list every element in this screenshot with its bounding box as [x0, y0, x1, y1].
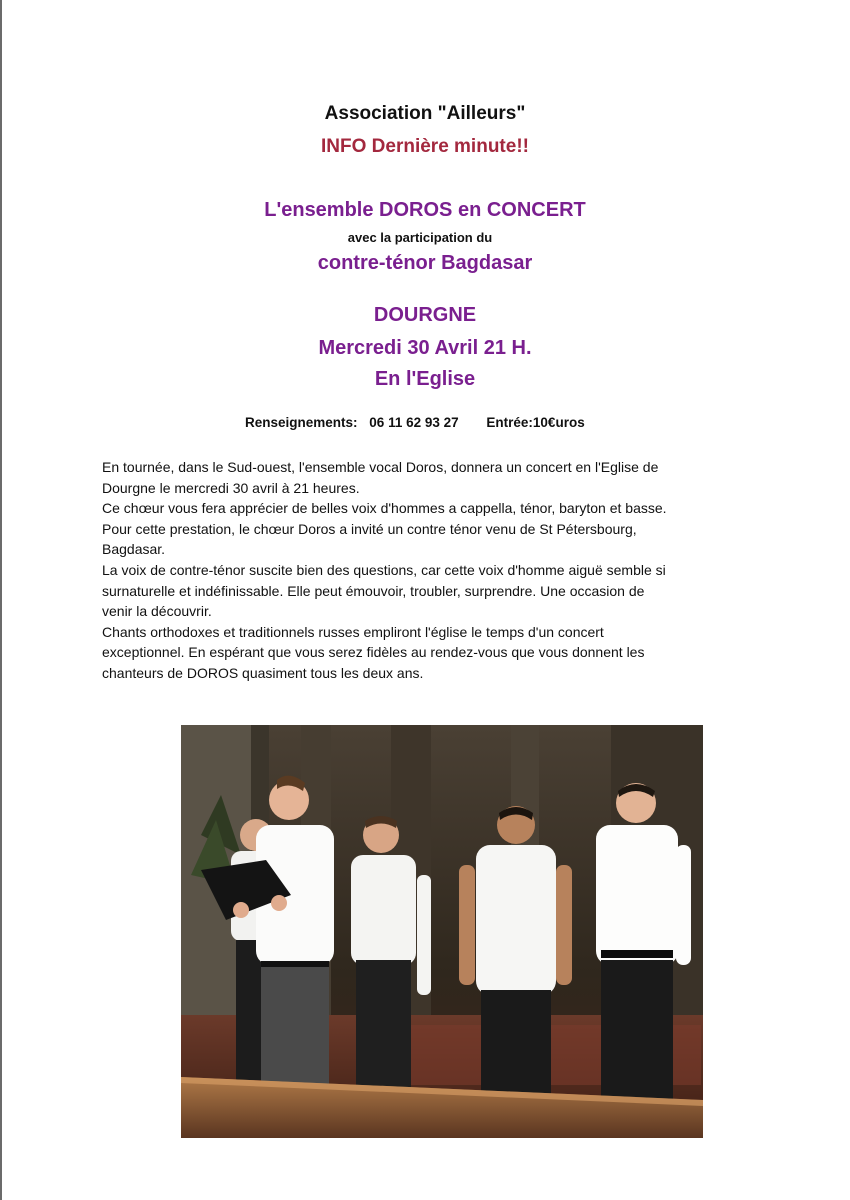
- info-line: [245, 415, 585, 430]
- renseignements-label: Renseignements:: [245, 415, 358, 430]
- page-left-border: [0, 0, 2, 1200]
- association-title: Association "Ailleurs": [324, 103, 526, 124]
- choir-photo: [181, 725, 703, 1138]
- event-place: En l'Eglise: [374, 368, 476, 390]
- body-line: Chants orthodoxes et traditionnels russes empliront l'église le temps d'un concert: [102, 623, 604, 640]
- choir-photo-illustration: [181, 725, 703, 1138]
- participation-line: avec la participation du: [347, 230, 493, 245]
- body-line: Dourgne le mercredi 30 avril à 21 heures.: [102, 479, 360, 496]
- body-line: Bagdasar.: [102, 541, 166, 558]
- contre-tenor-name: contre-ténor Bagdasar: [317, 252, 533, 274]
- body-text: [102, 457, 742, 684]
- body-line: La voix de contre-ténor suscite bien des questions, car cette voix d'homme aiguë semble si: [102, 561, 666, 578]
- body-line: En tournée, dans le Sud-ouest, l'ensemble vocal Doros, donnera un concert en l'Eglise de: [102, 459, 659, 475]
- town-name: DOURGNE: [373, 304, 477, 326]
- body-line: Ce chœur vous fera apprécier de belles voix d'hommes a cappella, ténor, baryton et basse.: [102, 500, 667, 517]
- body-line: venir la découvrir.: [102, 603, 212, 620]
- body-line: exceptionnel. En espérant que vous serez fidèles au rendez-vous que vous donnent les: [102, 644, 645, 661]
- phone-number: 06 11 62 93 27: [369, 415, 459, 430]
- event-date: Mercredi 30 Avril 21 H.: [318, 337, 532, 359]
- ensemble-concert-title: L'ensemble DOROS en CONCERT: [264, 199, 586, 221]
- last-minute-info: INFO Dernière minute!!: [321, 136, 529, 157]
- body-line: chanteurs de DOROS quasiment tous les deux ans.: [102, 664, 424, 681]
- body-line: surnaturelle et indéfinissable. Elle peut émouvoir, troubler, surprendre. Une occasion de: [102, 582, 645, 599]
- body-line: Pour cette prestation, le chœur Doros a invité un contre ténor venu de St Pétersbourg,: [102, 520, 637, 537]
- entry-price: Entrée:10€uros: [486, 415, 585, 430]
